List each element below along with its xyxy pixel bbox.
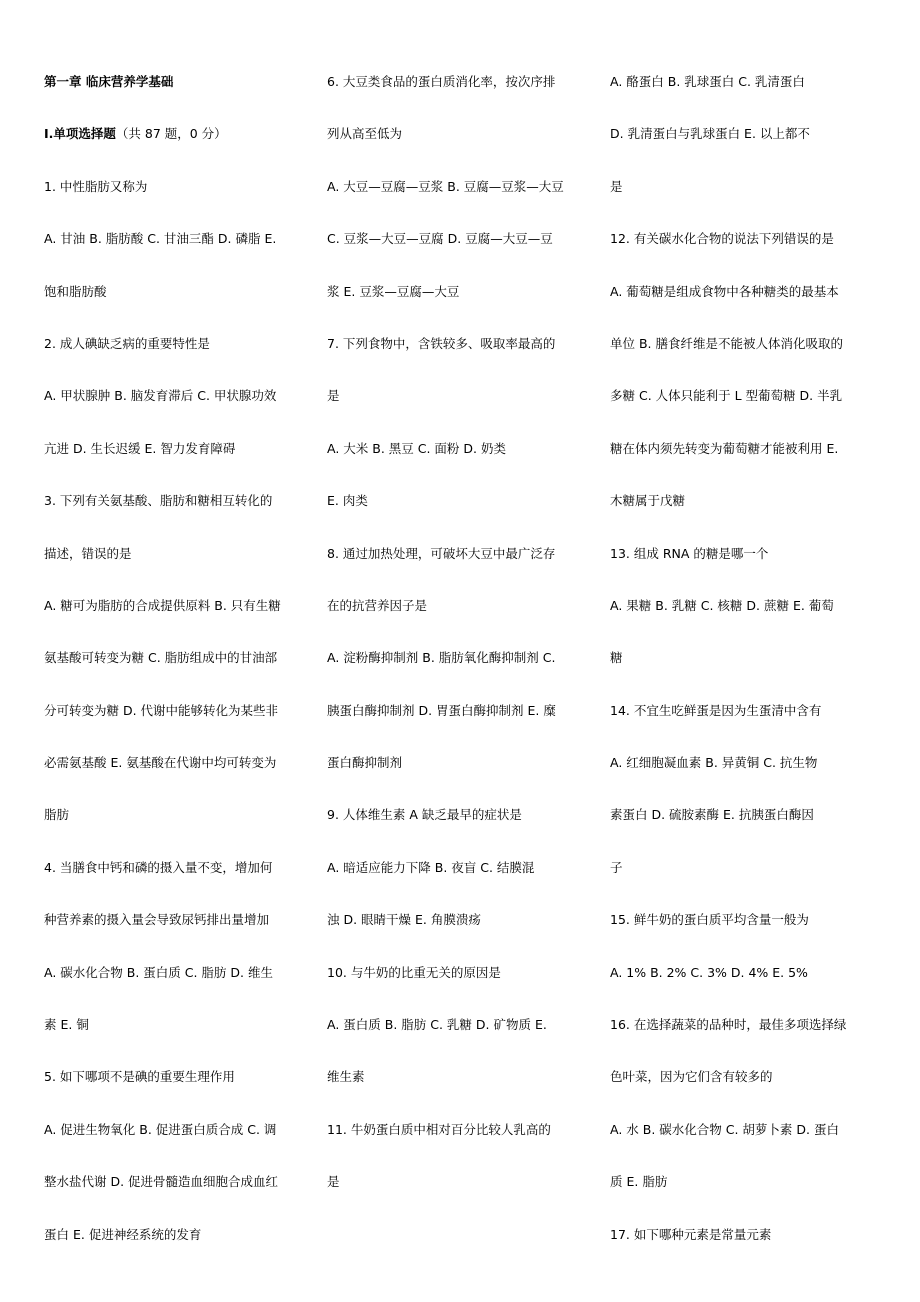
- text-line: 色叶菜，因为它们含有较多的: [610, 1069, 773, 1085]
- text-line: A. 促进生物氧化 B. 促进蛋白质合成 C. 调: [44, 1121, 277, 1137]
- text-line: 分可转变为糖 D. 代谢中能够转化为某些非: [44, 702, 279, 718]
- text-line: 6. 大豆类食品的蛋白质消化率，按次序排: [327, 74, 556, 89]
- text-line: E. 肉类: [327, 493, 368, 509]
- text-line: 脂肪: [44, 807, 70, 823]
- text-line: A. 红细胞凝血素 B. 异黄铜 C. 抗生物: [610, 755, 818, 771]
- text-line: 糖在体内须先转变为葡萄糖才能被利用 E.: [610, 440, 839, 456]
- text-line: A. 水 B. 碳水化合物 C. 胡萝卜素 D. 蛋白: [610, 1121, 839, 1137]
- text-line: 10. 与牛奶的比重无关的原因是: [327, 964, 501, 980]
- text-line: 素 E. 铜: [44, 1017, 89, 1033]
- text-line: A. 暗适应能力下降 B. 夜盲 C. 结膜混: [327, 859, 535, 875]
- text-line: D. 乳清蛋白与乳球蛋白 E. 以上都不: [610, 126, 810, 142]
- text-line: 12. 有关碳水化合物的说法下列错误的是: [610, 231, 834, 247]
- text-line: 15. 鲜牛奶的蛋白质平均含量一般为: [610, 912, 809, 928]
- text-line: 子: [610, 859, 623, 875]
- text-line: 1. 中性脂肪又称为: [44, 178, 148, 194]
- text-line: 13. 组成 RNA 的糖是哪一个: [610, 545, 769, 561]
- text-line: 浆 E. 豆浆—豆腐—大豆: [327, 283, 460, 299]
- section-heading: I.单项选择题: [44, 126, 116, 142]
- text-line: 饱和脂肪酸: [44, 283, 107, 299]
- text-line: 胰蛋白酶抑制剂 D. 胃蛋白酶抑制剂 E. 糜: [327, 702, 556, 718]
- text-line: 第一章 临床营养学基础: [44, 74, 174, 89]
- text-line: A. 甘油 B. 脂肪酸 C. 甘油三酯 D. 磷脂 E.: [44, 231, 277, 247]
- text-line: 糖: [610, 650, 623, 666]
- text-line: 2. 成人碘缺乏病的重要特性是: [44, 335, 210, 351]
- text-line: A. 糖可为脂肪的合成提供原料 B. 只有生糖: [44, 597, 281, 613]
- text-line: 氨基酸可转变为糖 C. 脂肪组成中的甘油部: [44, 650, 278, 666]
- text-line: 多糖 C. 人体只能利于 L 型葡萄糖 D. 半乳: [610, 388, 843, 404]
- text-line: 必需氨基酸 E. 氨基酸在代谢中均可转变为: [44, 755, 277, 771]
- text-line: 9. 人体维生素 A 缺乏最早的症状是: [327, 807, 522, 823]
- text-line: A. 大豆—豆腐—豆浆 B. 豆腐—豆浆—大豆: [327, 178, 564, 194]
- text-line: 11. 牛奶蛋白质中相对百分比较人乳高的: [327, 1121, 551, 1137]
- text-line: 14. 不宜生吃鲜蛋是因为生蛋清中含有: [610, 702, 822, 718]
- text-line: 是: [610, 178, 623, 194]
- text-line: 列从高至低为: [327, 126, 403, 142]
- text-line: A. 果糖 B. 乳糖 C. 核糖 D. 蔗糖 E. 葡萄: [610, 597, 834, 613]
- text-line: 素蛋白 D. 硫胺素酶 E. 抗胰蛋白酶因: [610, 807, 814, 823]
- text-line: 3. 下列有关氨基酸、脂肪和糖相互转化的: [44, 493, 273, 509]
- text-line: 维生素: [327, 1069, 365, 1085]
- column-1: [44, 56, 312, 1261]
- text-line: A. 淀粉酶抑制剂 B. 脂肪氧化酶抑制剂 C.: [327, 650, 556, 666]
- text-line: 描述，错误的是: [44, 545, 132, 561]
- text-line: 4. 当膳食中钙和磷的摄入量不变，增加何: [44, 859, 273, 875]
- text-line: 是: [327, 388, 340, 404]
- text-line: 蛋白酶抑制剂: [327, 755, 403, 771]
- text-line: 8. 通过加热处理，可破坏大豆中最广泛存: [327, 545, 556, 561]
- text-line: 7. 下列食物中，含铁较多、吸取率最高的: [327, 335, 556, 351]
- text-line: A. 蛋白质 B. 脂肪 C. 乳糖 D. 矿物质 E.: [327, 1017, 547, 1033]
- text-line: 浊 D. 眼睛干燥 E. 角膜溃疡: [327, 912, 481, 928]
- column-3: [610, 56, 878, 1261]
- text-line: 17. 如下哪种元素是常量元素: [610, 1226, 772, 1242]
- text-line: C. 豆浆—大豆—豆腐 D. 豆腐—大豆—豆: [327, 231, 553, 247]
- column-2: [327, 56, 595, 1209]
- text-line: A. 大米 B. 黑豆 C. 面粉 D. 奶类: [327, 440, 506, 456]
- text-line: 蛋白 E. 促进神经系统的发育: [44, 1226, 202, 1242]
- text-line: 种营养素的摄入量会导致尿钙排出量增加: [44, 912, 270, 928]
- text-line: 在的抗营养因子是: [327, 597, 428, 613]
- text-line: 16. 在选择蔬菜的品种时，最佳多项选择绿: [610, 1017, 847, 1033]
- text-line: 整水盐代谢 D. 促进骨髓造血细胞合成血红: [44, 1174, 279, 1190]
- text-line: 质 E. 脂肪: [610, 1174, 668, 1190]
- section-meta: （共 87 题，0 分）: [115, 126, 227, 142]
- text-line: 是: [327, 1174, 340, 1190]
- text-line: A. 甲状腺肿 B. 脑发育滞后 C. 甲状腺功效: [44, 388, 277, 404]
- text-line: A. 1% B. 2% C. 3% D. 4% E. 5%: [610, 964, 808, 980]
- text-line: A. 酪蛋白 B. 乳球蛋白 C. 乳清蛋白: [610, 74, 805, 89]
- text-line: 5. 如下哪项不是碘的重要生理作用: [44, 1069, 235, 1085]
- text-line: 木糖属于戊糖: [610, 493, 686, 509]
- text-line: [44, 108, 312, 160]
- text-line: 亢进 D. 生长迟缓 E. 智力发育障碍: [44, 440, 236, 456]
- text-line: A. 碳水化合物 B. 蛋白质 C. 脂肪 D. 维生: [44, 964, 273, 980]
- text-line: A. 葡萄糖是组成食物中各种糖类的最基本: [610, 283, 839, 299]
- text-line: 单位 B. 膳食纤维是不能被人体消化吸取的: [610, 335, 843, 351]
